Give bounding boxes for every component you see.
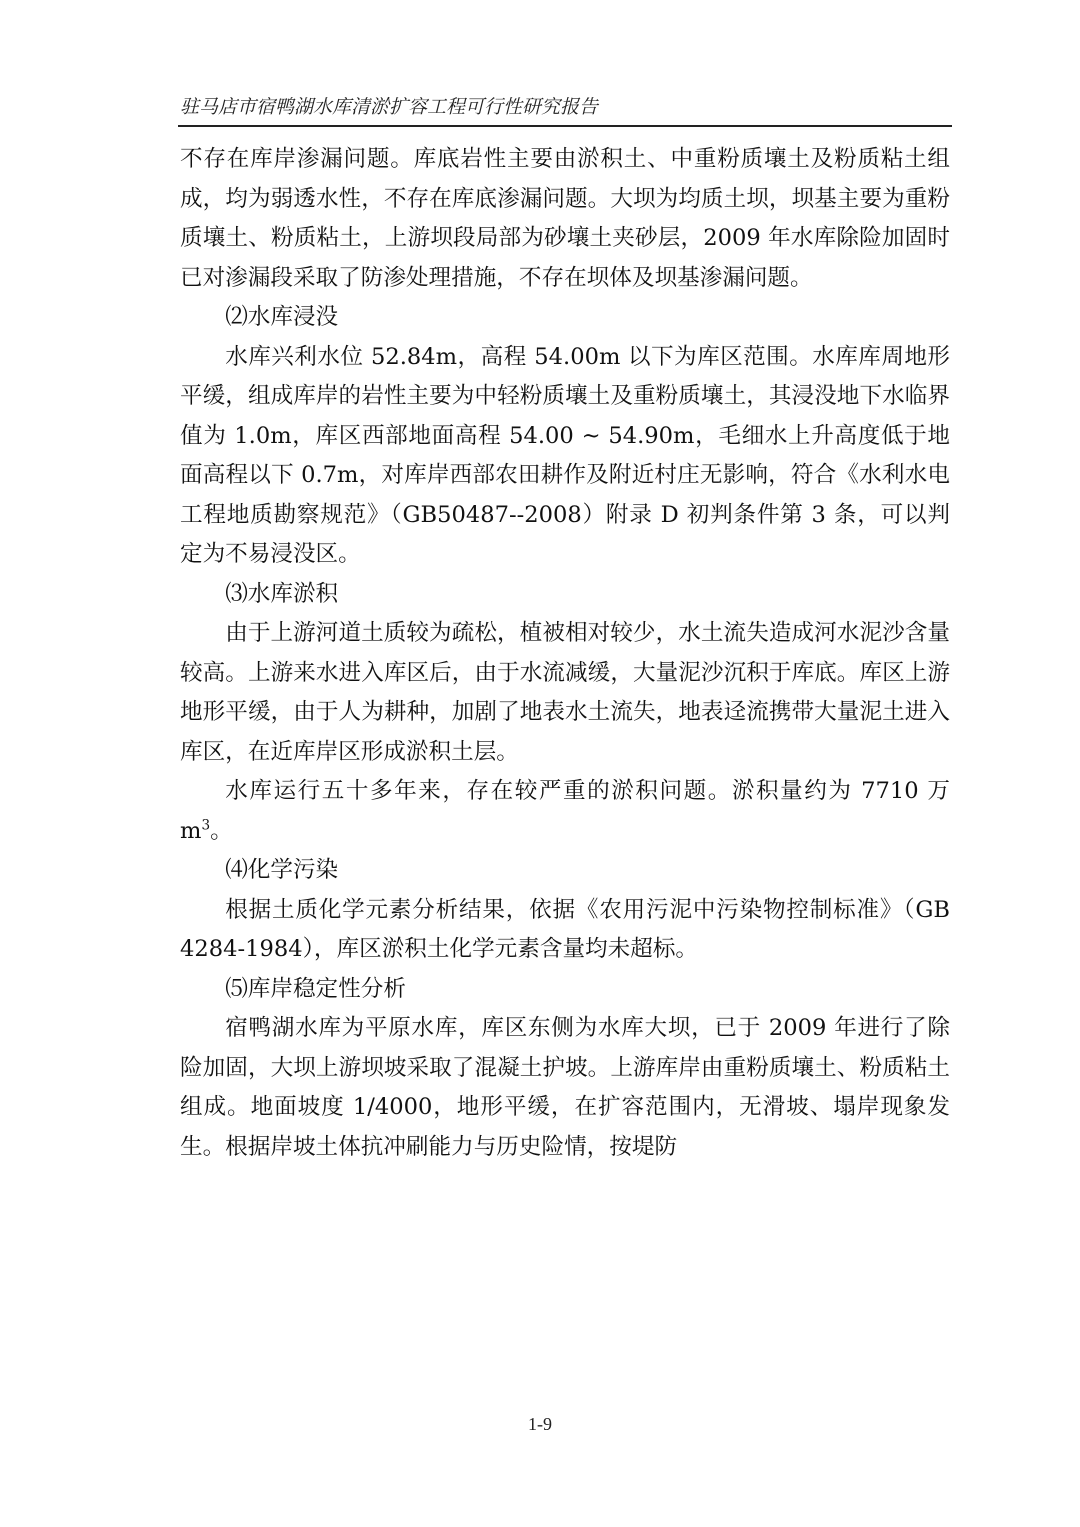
paragraph-continuation: 不存在库岸渗漏问题。库底岩性主要由淤积土、中重粉质壤土及粉质粘土组成，均为弱透水性，不存在库底渗漏问题。大坝为均质土坝，坝基主要为重粉质壤土、粉质粘土，上游坝段局部为砂壤土夹砂层，2009 年水库除险加固时已对渗漏段采取了防渗处理措施，不存在坝体及坝基渗漏问题。 xyxy=(180,146,950,291)
paragraph-sediment-volume xyxy=(180,772,950,851)
header-rule xyxy=(178,125,952,127)
running-header: 驻马店市宿鸭湖水库清淤扩容工程可行性研究报告 xyxy=(180,96,599,118)
sediment-volume-end: 。 xyxy=(210,817,233,844)
section-heading-bank-stability: ⑸库岸稳定性分析 xyxy=(225,975,406,1002)
sediment-volume-text: 水库运行五十多年来，存在较严重的淤积问题。淤积量约为 7710 万 m xyxy=(180,778,950,844)
superscript-three: 3 xyxy=(201,816,211,833)
document-body xyxy=(180,140,950,1167)
section-heading-sedimentation: ⑶水库淤积 xyxy=(225,580,339,607)
page-number: 1-9 xyxy=(528,1414,552,1434)
paragraph-chemical: 根据土质化学元素分析结果，依据《农用污泥中污染物控制标准》（GB 4284-1984），库区淤积土化学元素含量均未超标。 xyxy=(180,896,950,962)
paragraph-inundation: 水库兴利水位 52.84m，高程 54.00m 以下为库区范围。水库库周地形平缓，组成库岸的岩性主要为中轻粉质壤土及重粉质壤土，其浸没地下水临界值为 1.0m，库区西部地面高程 54.00 ~ 54.90m，毛细水上升高度低于地面高程以下 0.7m，对库岸西部农田耕作及附近村庄无影响，符合《水利水电工程地质勘察规范》（GB50487--2008）附录 D 初判条件第 3 条，可以判定为不易浸没区。 xyxy=(180,343,950,567)
section-heading-chemical: ⑷化学污染 xyxy=(225,857,339,883)
section-heading-inundation: ⑵水库浸没 xyxy=(225,304,339,330)
paragraph-bank-stability: 宿鸭湖水库为平原水库，库区东侧为水库大坝，已于 2009 年进行了除险加固，大坝上游坝坡采取了混凝土护坡。上游库岸由重粉质壤土、粉质粘土组成。地面坡度 1/4000，地形平缓，在扩容范围内，无滑坡、塌岸现象发生。根据岸坡土体抗冲刷能力与历史险情，按堤防 xyxy=(180,1015,950,1160)
paragraph-sedimentation: 由于上游河道土质较为疏松，植被相对较少，水土流失造成河水泥沙含量较高。上游来水进入库区后，由于水流减缓，大量泥沙沉积于库底。库区上游地形平缓，由于人为耕种，加剧了地表水土流失，地表迳流携带大量泥土进入库区，在近库岸区形成淤积土层。 xyxy=(180,620,950,765)
